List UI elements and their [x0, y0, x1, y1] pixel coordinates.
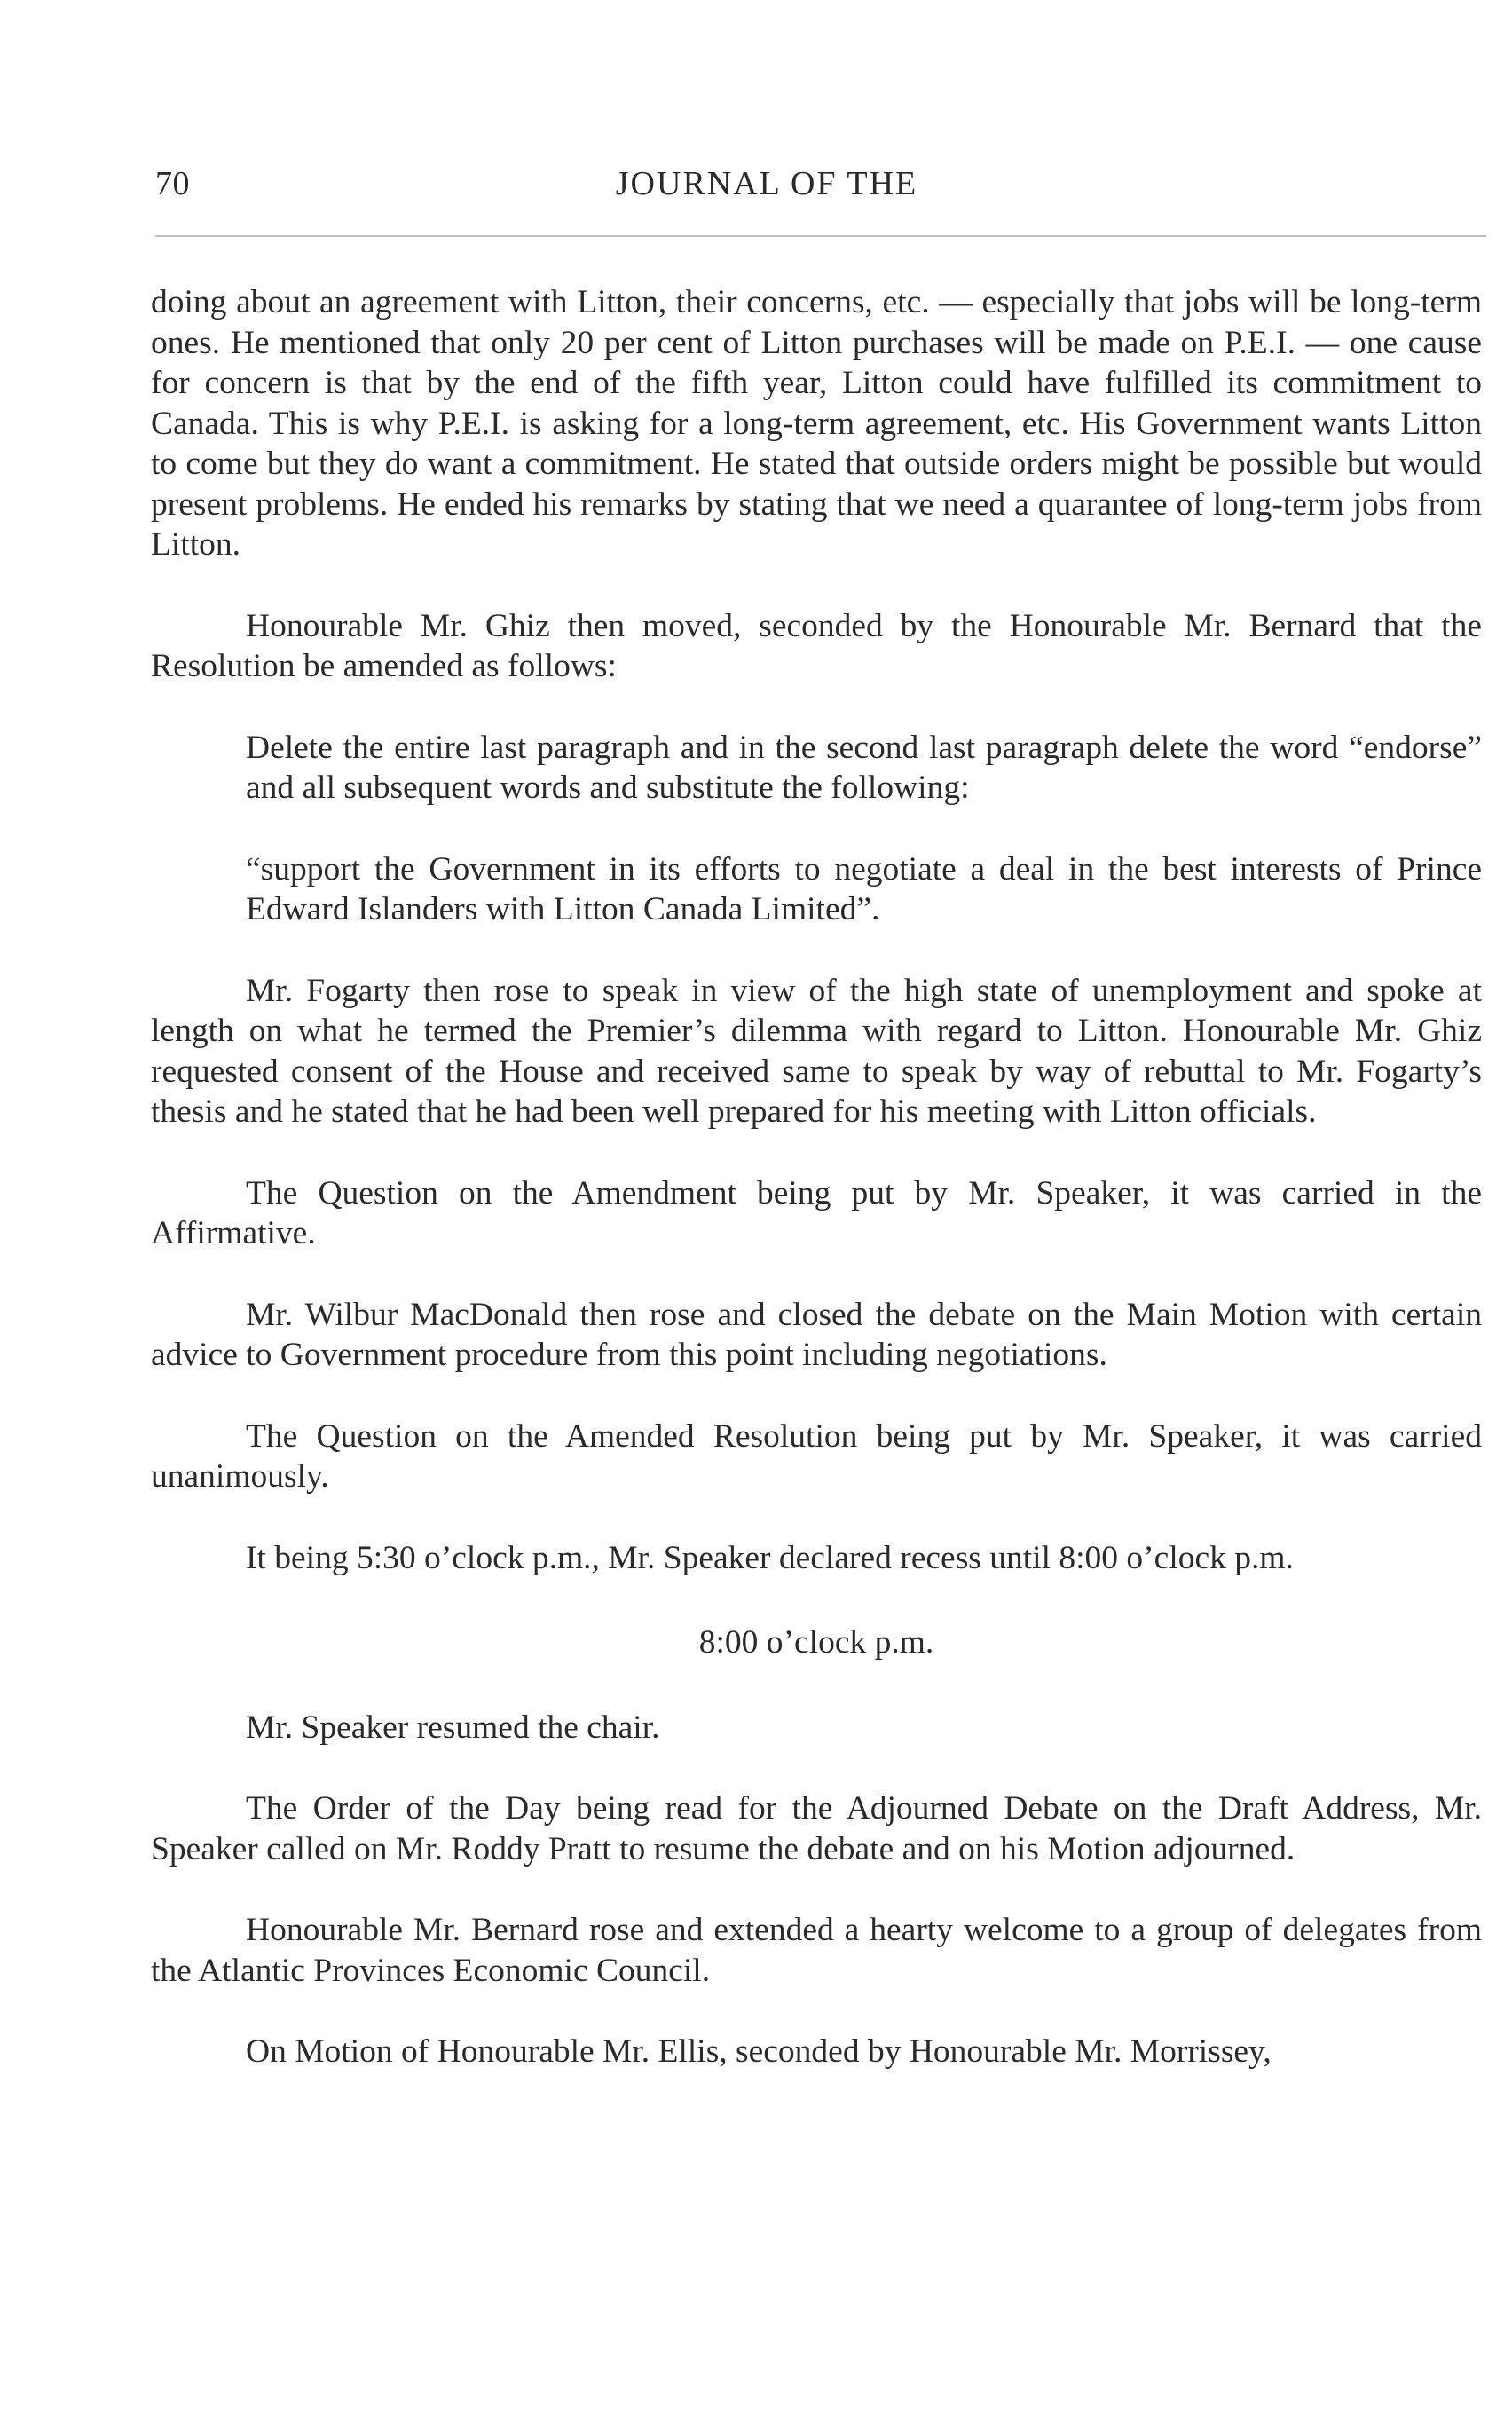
- amendment-text-delete: Delete the entire last paragraph and in the second last paragraph delete the word “endorse” and all subsequent words and substitute the following:: [246, 729, 1482, 806]
- amendment-text-substitute: “support the Government in its efforts to negotiate a deal in the best interests of Prince Edward Islanders with Litton Canada Limited”.: [246, 850, 1482, 927]
- paragraph-macdonald: Mr. Wilbur MacDonald then rose and closed the debate on the Main Motion with certain advice to Government procedure from this point including negotiations.: [151, 1296, 1482, 1373]
- paragraph-question-amendment: The Question on the Amendment being put by Mr. Speaker, it was carried in the Affirmative.: [151, 1174, 1482, 1251]
- paragraph-fogarty: Mr. Fogarty then rose to speak in view of the high state of unemployment and spoke at length on what he termed the Premier’s dilemma with regard to Litton. Honourable Mr. Ghiz requested consent of the House and received same to speak by way of rebuttal to Mr. Fogarty’s thesis and he stated that he had been well prepared for his meeting with Litton officials.: [151, 972, 1482, 1130]
- paragraph-motion-ellis: On Motion of Honourable Mr. Ellis, seconded by Honourable Mr. Morrissey,: [246, 2033, 1272, 2070]
- time-heading: 8:00 o’clock p.m.: [698, 1624, 934, 1661]
- paragraph-recess: It being 5:30 o’clock p.m., Mr. Speaker declared recess until 8:00 o’clock p.m.: [246, 1539, 1294, 1576]
- running-head: JOURNAL OF THE: [615, 165, 918, 202]
- page-number: 70: [155, 165, 190, 202]
- page-header: [155, 164, 1484, 217]
- paragraph-welcome: Honourable Mr. Bernard rose and extended a hearty welcome to a group of delegates from the Atlantic Provinces Economic Council.: [151, 1912, 1482, 1989]
- paragraph-amendment-motion: Honourable Mr. Ghiz then moved, seconded by the Honourable Mr. Bernard that the Resolution be amended as follows:: [151, 607, 1482, 684]
- journal-body: [151, 282, 1482, 2113]
- paragraph-question-resolution: The Question on the Amended Resolution being put by Mr. Speaker, it was carried unanimously.: [151, 1417, 1482, 1495]
- paragraph-order-of-day: The Order of the Day being read for the Adjourned Debate on the Draft Address, Mr. Speaker called on Mr. Roddy Pratt to resume the debate and on his Motion adjourned.: [151, 1790, 1482, 1867]
- header-rule: [155, 235, 1486, 237]
- paragraph-speaker-resumed: Mr. Speaker resumed the chair.: [246, 1709, 660, 1746]
- paragraph-continuation: doing about an agreement with Litton, their concerns, etc. — especially that jobs will be long-term ones. He mentioned that only 20 per cent of Litton purchases will be made on P.E.I. — one cause for concern is that by the end of the fifth year, Litton could have fulfilled its commitment to Canada. This is why P.E.I. is asking for a long-term agreement, etc. His Government wants Litton to come but they do want a commitment. He stated that outside orders might be possible but would present problems. He ended his remarks by stating that we need a quarantee of long-term jobs from Litton.: [151, 284, 1482, 563]
